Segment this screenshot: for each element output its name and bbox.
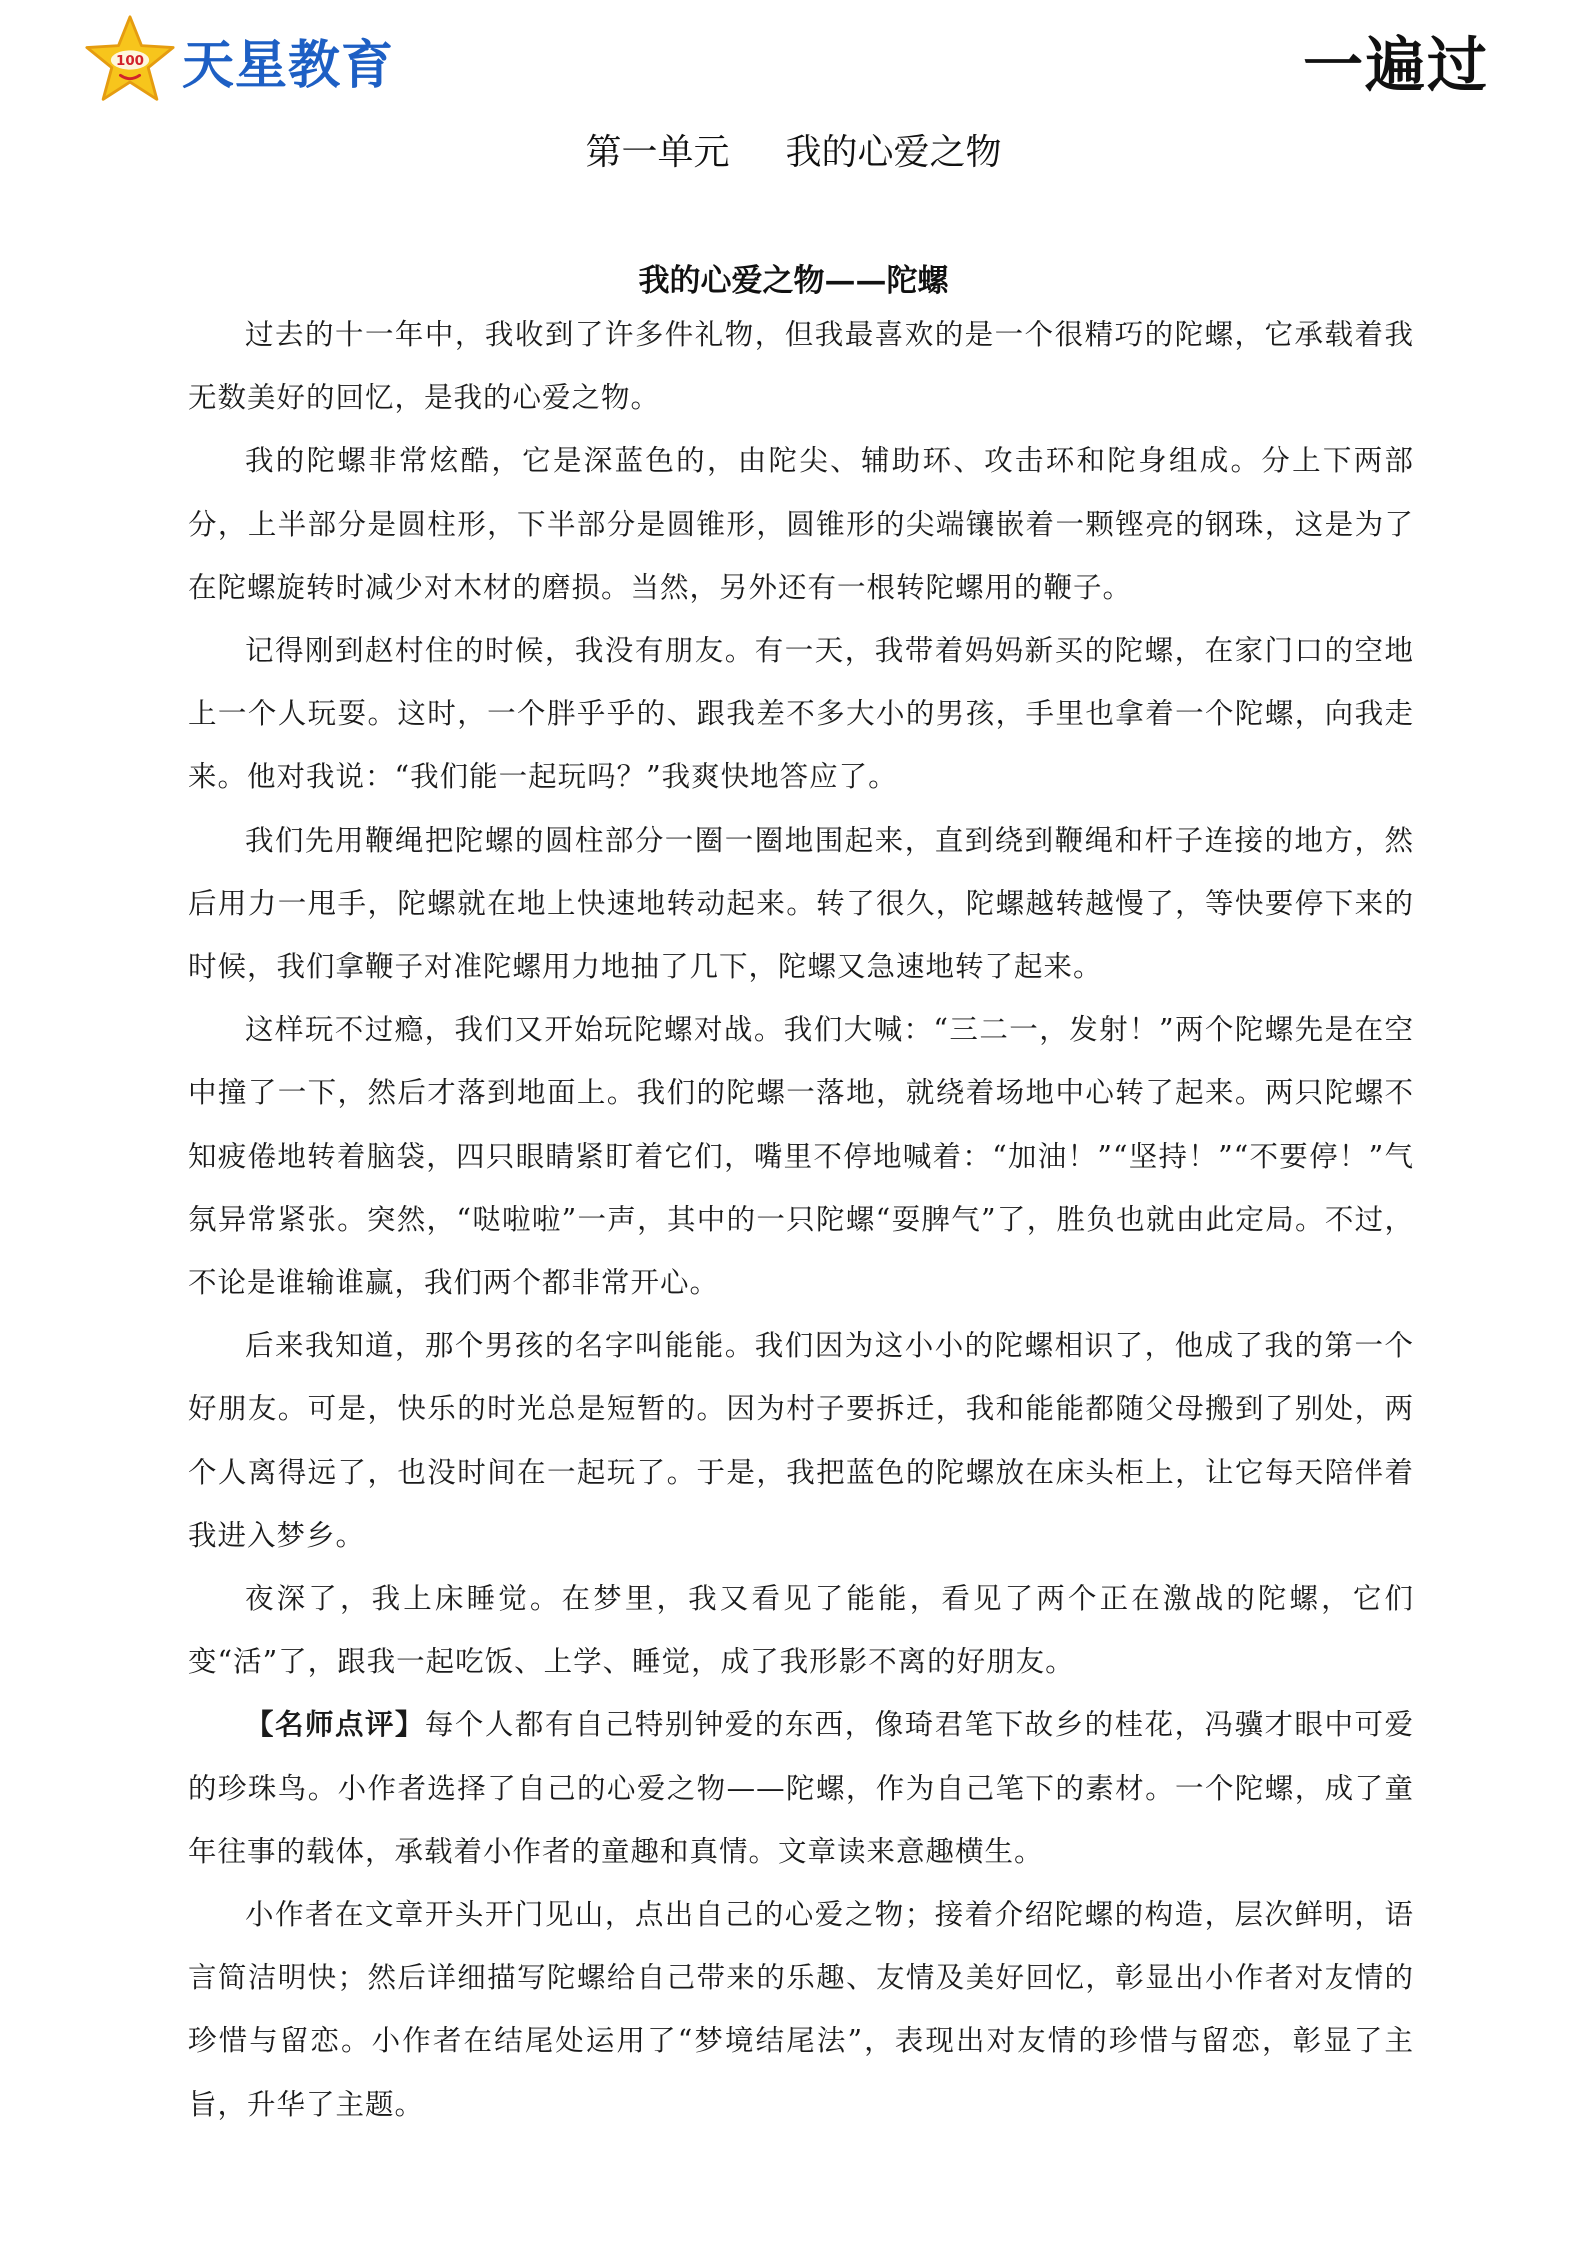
brand-badge: 100 (116, 53, 144, 69)
comment-text: 每个人都有自己特别钟爱的东西，像琦君笔下故乡的桂花，冯骥才眼中可爱的珍珠鸟。小作者选择了自己的心爱之物——陀螺，作为自己笔下的素材。一个陀螺，成了童年往事的载体，承载着小作者的童趣和真情。文章读来意趣横生。 (188, 1708, 1414, 1868)
comment-tag: 【名师点评】 (245, 1707, 425, 1742)
essay-body (188, 303, 1414, 2136)
paragraph: 我的陀螺非常炫酷，它是深蓝色的，由陀尖、辅助环、攻击环和陀身组成。分上下两部分，上半部分是圆柱形，下半部分是圆锥形，圆锥形的尖端镶嵌着一颗铿亮的钢珠，这是为了在陀螺旋转时减少对木材的磨损。当然，另外还有一根转陀螺用的鞭子。 (188, 444, 1414, 604)
essay-title: 我的心爱之物——陀螺 (638, 263, 949, 299)
teacher-comment-continued: 小作者在文章开头开门见山，点出自己的心爱之物；接着介绍陀螺的构造，层次鲜明，语言简洁明快；然后详细描写陀螺给自己带来的乐趣、友情及美好回忆，彰显出小作者对友情的珍惜与留恋。小作者在结尾处运用了“梦境结尾法”，表现出对友情的珍惜与留恋，彰显了主旨，升华了主题。 (188, 1898, 1414, 2121)
unit-label: 第一单元 (585, 132, 730, 173)
paragraph: 这样玩不过瘾，我们又开始玩陀螺对战。我们大喊：“三二一，发射！”两个陀螺先是在空中撞了一下，然后才落到地面上。我们的陀螺一落地，就绕着场地中心转了起来。两只陀螺不知疲倦地转着脑袋，四只眼睛紧盯着它们，嘴里不停地喊着：“加油！”“坚持！”“不要停！”气氛异常紧张。突然，“哒啦啦”一声，其中的一只陀螺“耍脾气”了，胜负也就由此定局。不过，不论是谁输谁赢，我们两个都非常开心。 (188, 1013, 1414, 1300)
unit-title (0, 124, 1587, 175)
paragraph: 后来我知道，那个男孩的名字叫能能。我们因为这小小的陀螺相识了，他成了我的第一个好朋友。可是，快乐的时光总是短暂的。因为村子要拆迁，我和能能都随父母搬到了别处，两个人离得远了，也没时间在一起玩了。于是，我把蓝色的陀螺放在床头柜上，让它每天陪伴着我进入梦乡。 (188, 1329, 1414, 1552)
brand-name: 天星教育 (182, 35, 395, 96)
paragraph: 过去的十一年中，我收到了许多件礼物，但我最喜欢的是一个很精巧的陀螺，它承载着我无数美好的回忆，是我的心爱之物。 (188, 318, 1414, 415)
paragraph: 夜深了，我上床睡觉。在梦里，我又看见了能能，看见了两个正在激战的陀螺，它们变“活”了，跟我一起吃饭、上学、睡觉，成了我形影不离的好朋友。 (188, 1582, 1414, 1679)
unit-theme: 我的心爱之物 (785, 132, 1002, 173)
star-mascot-icon (82, 14, 178, 106)
teacher-comment (188, 1693, 1414, 1883)
brand-logo (82, 14, 394, 106)
paragraph: 我们先用鞭绳把陀螺的圆柱部分一圈一圈地围起来，直到绕到鞭绳和杆子连接的地方，然后用力一甩手，陀螺就在地上快速地转动起来。转了很久，陀螺越转越慢了，等快要停下来的时候，我们拿鞭子对准陀螺用力地抽了几下，陀螺又急速地转了起来。 (188, 823, 1414, 984)
paragraph: 记得刚到赵村住的时候，我没有朋友。有一天，我带着妈妈新买的陀螺，在家门口的空地上一个人玩耍。这时，一个胖乎乎的、跟我差不多大小的男孩，手里也拿着一个陀螺，向我走来。他对我说：“我们能一起玩吗？”我爽快地答应了。 (188, 634, 1414, 794)
series-logo: 一遍过 (1303, 31, 1489, 101)
